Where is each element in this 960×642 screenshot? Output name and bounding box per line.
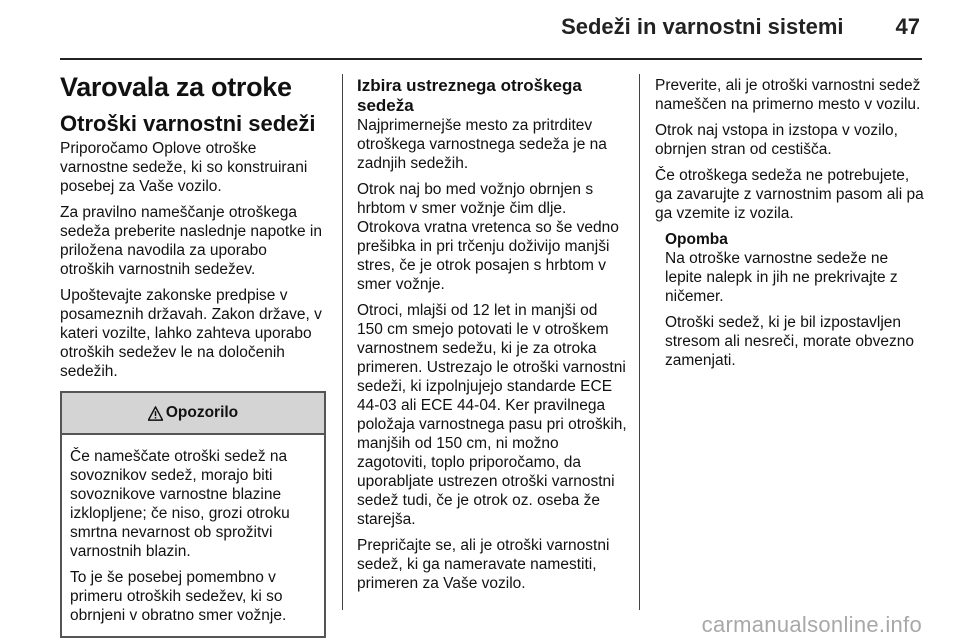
paragraph: Preverite, ali je otroški varnostni sedež nameščen na primerno mesto v vozilu. — [655, 77, 921, 113]
note-paragraph: Na otroške varnostne sedeže ne lepite nalepk in jih ne prekrivajte z ničemer. — [665, 250, 898, 305]
paragraph: Otrok naj bo med vožnjo obrnjen s hrbtom v smer vožnje čim dlje. Otrokova vratna vretenca so še vedno prešibka in pri trčenju doživijo manjši stres, če je otrok posajen s hrbtom v smer vožnje. — [357, 181, 619, 293]
note-title: Opomba — [665, 231, 728, 248]
warning-header — [62, 393, 324, 435]
column-2 — [357, 70, 627, 600]
warning-triangle-icon — [148, 406, 163, 421]
warning-box — [60, 391, 326, 638]
warning-title: Opozorilo — [165, 404, 239, 421]
running-header — [60, 14, 920, 40]
paragraph: Priporočamo Oplove otroške varnostne sedeže, ki so konstruirani posebej za Vaše vozilo. — [60, 140, 308, 195]
watermark-text: carmanualsonline.info — [701, 612, 922, 637]
page-number: 47 — [895, 14, 920, 39]
paragraph: Če otroškega sedeža ne potrebujete, ga zavarujte z varnostnim pasom ali pa ga vzemite iz vozila. — [655, 167, 924, 222]
warning-paragraph: To je še posebej pomembno v primeru otroških sedežev, ki so obrnjeni v obratno smer vožnje. — [70, 569, 287, 624]
paragraph: Za pravilno nameščanje otroškega sedeža preberite naslednje napotke in priložena navodila za uporabo otroških varnostnih sedežev. — [60, 204, 322, 278]
section-heading: Otroški varnostni sedeži — [60, 111, 316, 136]
column-divider-1 — [342, 74, 343, 610]
paragraph: Najprimernejše mesto za pritrditev otroškega varnostnega sedeža je na zadnjih sedežih. — [357, 117, 607, 172]
column-divider-2 — [639, 74, 640, 610]
subsection-heading: Izbira ustreznega otroškega sedeža — [357, 76, 582, 115]
paragraph: Prepričajte se, ali je otroški varnostni sedež, ki ga nameravate namestiti, primeren za Vaše vozilo. — [357, 537, 610, 592]
column-1 — [60, 70, 325, 638]
note-paragraph: Otroški sedež, ki je bil izpostavljen stresom ali nesreči, morate obvezno zamenjati. — [665, 314, 914, 369]
column-3 — [655, 76, 925, 377]
paragraph: Otroci, mlajši od 12 let in manjši od 150 cm smejo potovati le v otroškem varnostnem sedežu, ki je za otroka primeren. Ustrezajo le otroški varnostni sedeži, ki izpolnjujejo standarde ECE 44-03 ali ECE 44-04. Ker pravilnega položaja varnostnega pasu pri otroških, manjših od 150 cm, ni možno zagotoviti, toplo priporočamo, da uporabljate ustrezen otroški varnostni sedež tudi, če je otrok oz. oseba že starejša. — [357, 302, 627, 528]
paragraph: Upoštevajte zakonske predpise v posameznih državah. Zakon države, v kateri vozilte, lahko zahteva uporabo otroških sedežev le na določenih sedežih. — [60, 287, 322, 380]
header-rule — [60, 58, 922, 60]
chapter-heading: Varovala za otroke — [60, 72, 292, 102]
warning-body — [62, 435, 324, 636]
note-box — [655, 230, 925, 370]
section-title: Sedeži in varnostni sistemi — [561, 14, 844, 39]
warning-paragraph: Če nameščate otroški sedež na sovoznikov sedež, morajo biti sovoznikove varnostne blazine izklopljene; če niso, grozi otroku smrtna nevarnost ob sprožitvi varnostnih blazin. — [70, 448, 290, 560]
paragraph: Otrok naj vstopa in izstopa v vozilo, obrnjen stran od cestišča. — [655, 122, 898, 158]
